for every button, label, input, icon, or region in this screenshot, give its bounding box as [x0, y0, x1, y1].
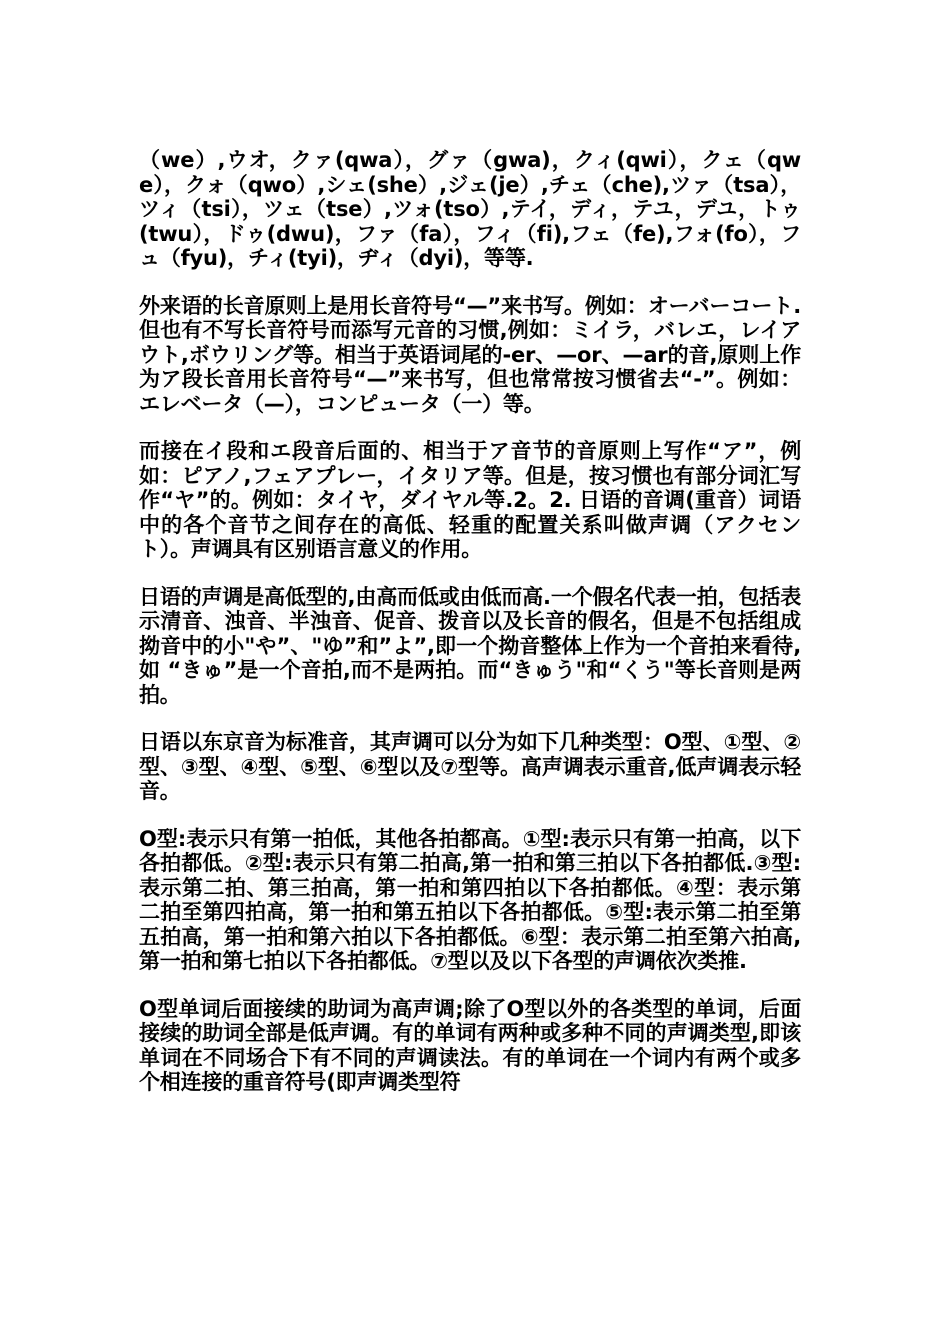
- paragraph-tone-type-definitions: O型:表示只有第一拍低，其他各拍都高。①型:表示只有第一拍高，以下各拍都低。②型:表示只有第二拍高,第一拍和第三拍以下各拍都低.③型:表示第二拍、第三拍高，第一拍和第四拍以下各拍都低。④型：表示第二拍至第四拍高，第一拍和第五拍以下各拍都低。⑤型:表示第二拍至第五拍高，第一拍和第六拍以下各拍都低。⑥型：表示第二拍至第六拍高,第一拍和第七拍以下各拍都低。⑦型以及以下各型的声调依次类推.: [139, 826, 801, 973]
- document-body: [139, 148, 801, 1118]
- paragraph-tone-types: 日语以东京音为标准音，其声调可以分为如下几种类型：O型、①型、②型、③型、④型、⑤型、⑥型以及⑦型等。高声调表示重音,低声调表示轻音。: [139, 730, 801, 803]
- paragraph-pitch-beats: 日语的声调是高低型的,由高而低或由低而高.一个假名代表一拍，包括表示清音、浊音、半浊音、促音、拨音以及长音的假名，但是不包括组成拗音中的小"や”、"ゆ”和”よ”,即一个拗音整体上作为一个音拍来看待,如 “きゅ”是一个音拍,而不是两拍。而“きゅう"和“くう"等长音则是两拍。: [139, 584, 801, 707]
- paragraph-long-vowels: 外来语的长音原则上是用长音符号“—”来书写。例如：オーバーコート.但也有不写长音符号而添写元音的习惯,例如：ミイラ，バレエ，レイアウト,ボウリング等。相当于英语词尾的-er、—or、—ar的音,原则上作为ア段长音用长音符号“—”来书写，但也常常按习惯省去“-”。例如：エレベータ（—），コンピュータ（一）等。: [139, 293, 801, 416]
- paragraph-a-sound-and-accent: 而接在イ段和エ段音后面的、相当于ア音节的音原则上写作“ア”，例如：ピアノ,フェアプレー，イタリア等。但是，按习惯也有部分词汇写作“ヤ”的。例如：タイヤ，ダイヤル等.2。2. 日语的音调(重音）词语中的各个音节之间存在的高低、轻重的配置关系叫做声调（アクセント）。声调具有区别语言意义的作用。: [139, 439, 801, 561]
- paragraph-particle-tones: O型单词后面接续的助词为高声调;除了O型以外的各类型的单词，后面接续的助词全部是低声调。有的单词有两种或多种不同的声调类型,即该单词在不同场合下有不同的声调读法。有的单词在一个词内有两个或多个相连接的重音符号(即声调类型符: [139, 996, 801, 1094]
- paragraph-katakana-combinations: （we）,ウオ，クァ(qwa），グァ（gwa)，クィ(qwi），クェ（qwe），クォ（qwo）,シェ(she）,ジェ(je）,チェ（che),ツァ（tsa），ツィ（tsi），ツェ（tse）,ツォ(tso）,テイ，ディ，テユ，デユ，トゥ(twu），ドゥ(dwu)，ファ（fa），フィ（fi),フェ（fe),フォ(fo），フュ（fyu)，チィ(tyi)，ヂィ（dyi)，等等.: [139, 148, 801, 270]
